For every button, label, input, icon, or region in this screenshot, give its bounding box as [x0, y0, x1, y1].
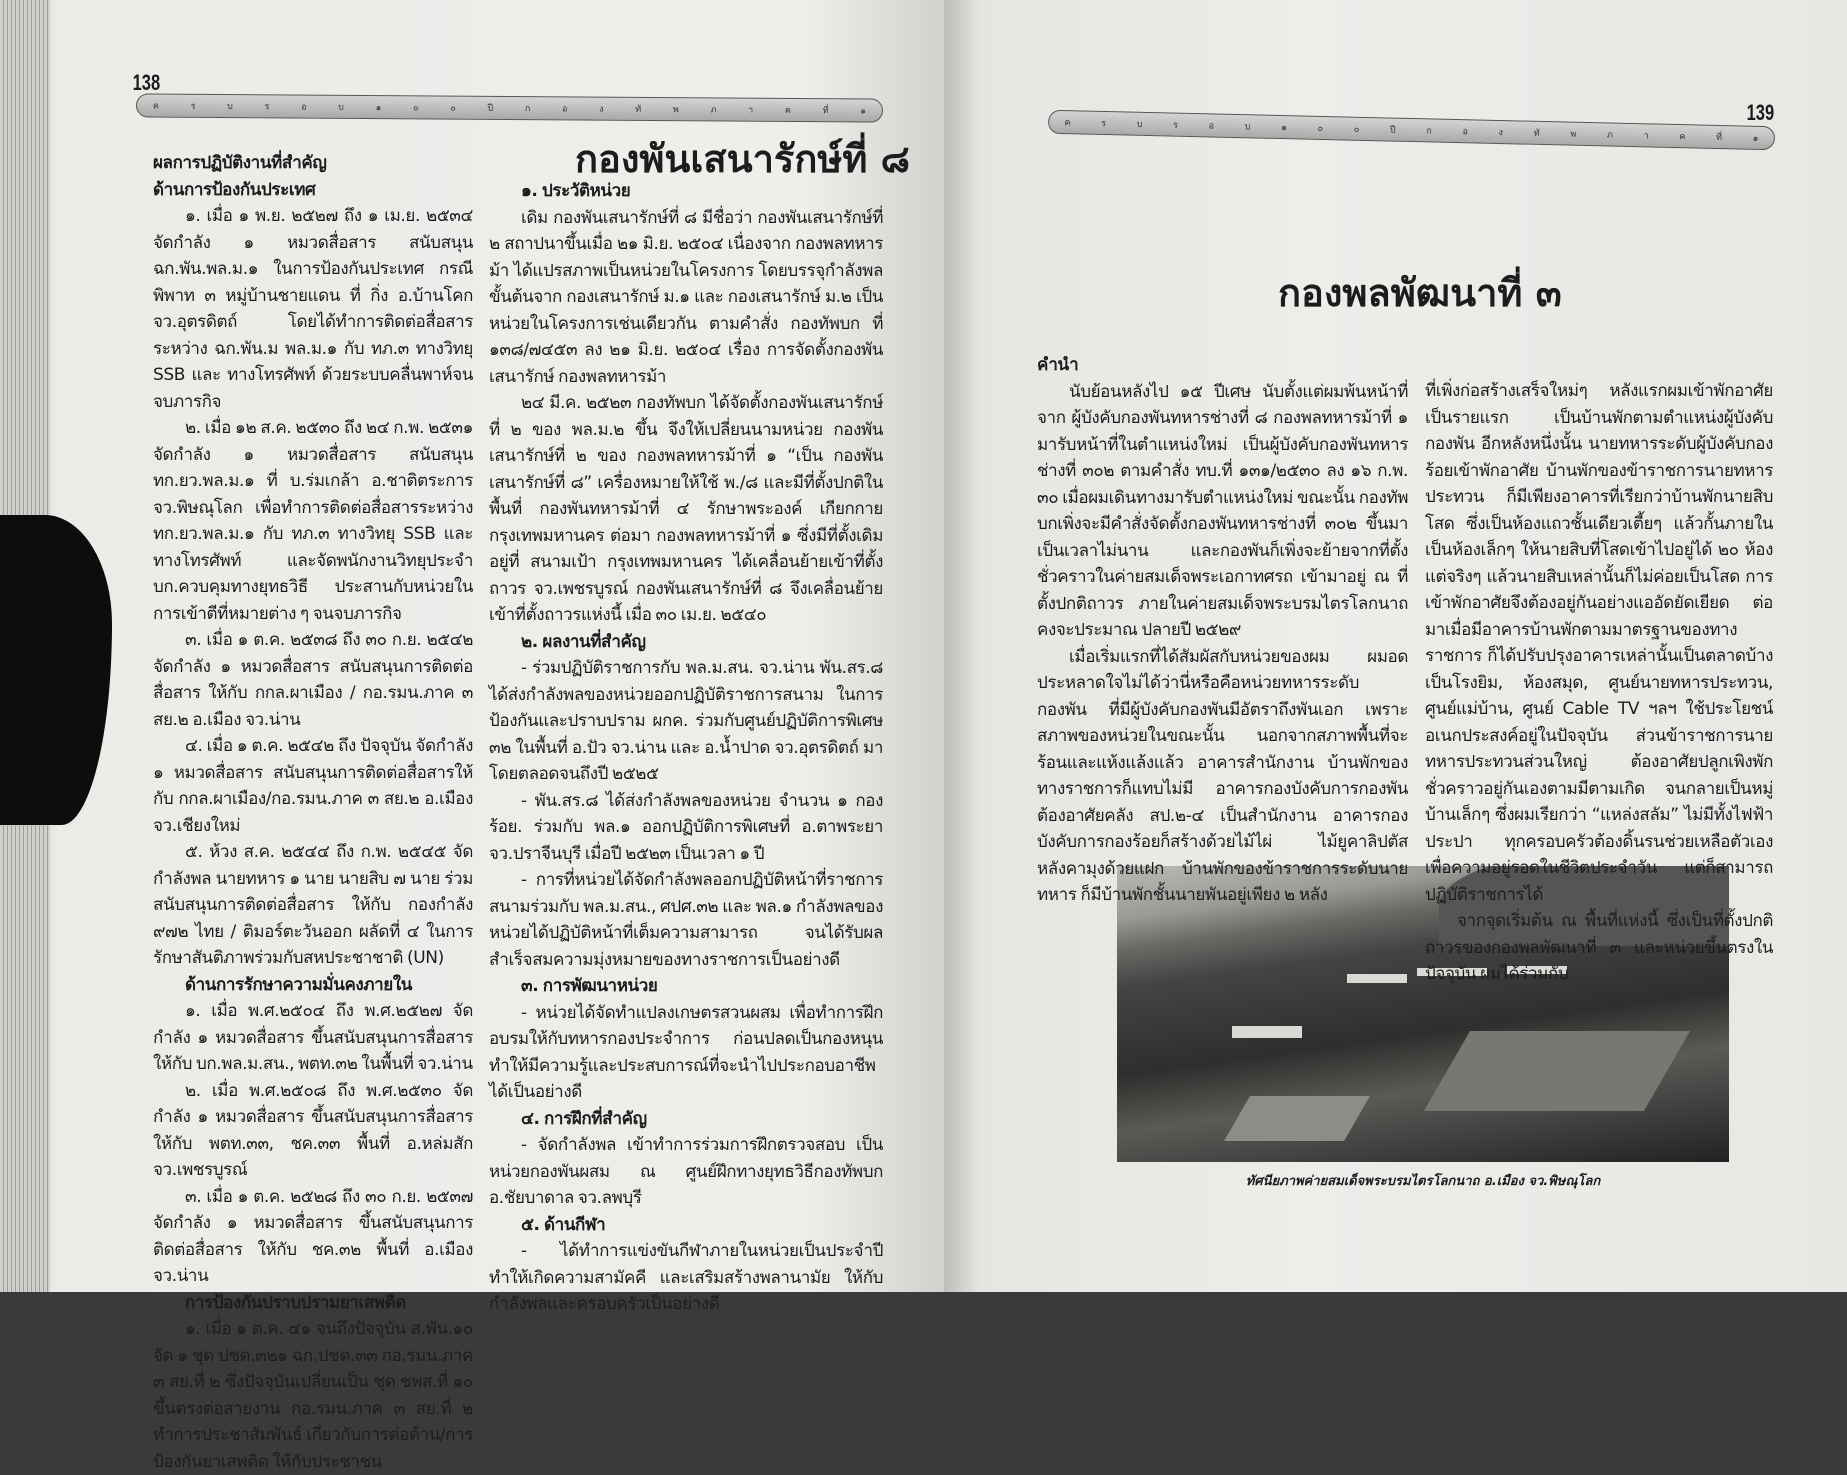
header-band-letter: ภ	[710, 105, 717, 116]
paragraph: ๒. เมื่อ ๑๒ ส.ค. ๒๕๓๐ ถึง ๒๔ ก.พ. ๒๕๓๑ จัดกำลัง ๑ หมวดสื่อสาร สนับสนุน ทก.ยว.พล.ม.๑ ที่ บ.ร่มเกล้า อ.ชาติตระการ จว.พิษณุโลก เพื่อทำการติดต่อสื่อสารระหว่าง ทก.ยว.พล.ม.๑ กับ ทภ.๓ ทางวิทยุ SSB และทางโทรศัพท์ และจัดพนักงานวิทยุประจำ บก.ควบคุมทางยุทธวิธี ประสานกับหน่วยในการเข้าตีที่หมายต่าง ๆ จนจบภารกิจ	[153, 418, 473, 624]
header-band-letter: ๐	[1353, 124, 1360, 135]
header-band-letter: ๑	[860, 106, 867, 117]
header-band-letter: ร	[190, 101, 196, 112]
section-heading: ๔. การฝึกที่สำคัญ	[521, 1108, 647, 1129]
paragraph: เดิม กองพันเสนารักษ์ที่ ๘ มีชื่อว่า กองพันเสนารักษ์ที่ ๒ สถาปนาขึ้นเมื่อ ๒๑ มิ.ย. ๒๕๐๔ เนื่องจาก กองพลทหารม้า ได้แปรสภาพเป็นหน่วยในโครงการ โดยบรรจุกำลังพลขั้นต้นจาก กองเสนารักษ์ ม.๑ และ กองเสนารักษ์ ม.๒ เป็นหน่วยในโครงการเช่นเดียวกัน ตามคำสั่ง กองทัพบก ที่ ๑๓๘/๗๔๕๓ ลง ๒๑ มิ.ย. ๒๕๐๔ เรื่อง การจัดตั้งกองพันเสนารักษ์ กองพลทหารม้า	[489, 207, 883, 387]
paragraph: - หน่วยได้จัดทำแปลงเกษตรสวนผสม เพื่อทำการฝึกอบรมให้กับทหารกองประจำการ ก่อนปลดเป็นกองหนุน ทำให้มีความรู้และประสบการณ์ที่จะนำไปประกอบอาชีพได้เป็นอย่างดี	[489, 1002, 883, 1102]
header-band-letter: บ	[338, 102, 344, 113]
header-band-letter: บ	[1136, 119, 1143, 130]
paragraph: - ได้ทำการแข่งขันกีฬาภายในหน่วยเป็นประจำปี ทำให้เกิดความสามัคคี และเสริมสร้างพลานามัย ให้กับกำลังพลและครอบครัวเป็นอย่างดี	[489, 1241, 883, 1314]
header-band-letter: อ	[1208, 121, 1215, 132]
header-band-letter: ค	[152, 101, 159, 112]
header-band-letter: ภ	[1606, 130, 1614, 141]
section-heading: ๓. การพัฒนาหน่วย	[521, 976, 658, 996]
right-column-1	[1037, 352, 1408, 909]
header-band-letter: ร	[264, 102, 270, 113]
header-band-letter: อ	[1462, 127, 1469, 138]
page-number-right: 139	[1746, 100, 1775, 125]
header-band-letter: า	[748, 105, 754, 116]
section-heading: ด้านการป้องกันประเทศ	[153, 179, 316, 200]
header-band-letter: ทั	[1533, 128, 1540, 139]
paragraph: เมื่อเริ่มแรกที่ได้สัมผัสกับหน่วยของผม ผมอดประหลาดใจไม่ได้ว่านี่หรือคือหน่วยทหารระดับกองพัน ที่มีผู้บังคับกองพันมีอัตราถึงพันเอก เพราะสภาพของหน่วยในขณะนั้น นอกจากสภาพพื้นที่จะร้อนและแห้งแล้งแล้ว อาคารสำนักงาน บ้านพักของทางราชการก็แทบไม่มี อาคารกองบังคับการกองพันต้องอาศัยคลัง สป.๒-๔ เป็นสำนักงาน อาคารกองบังคับการกองร้อยก็สร้างด้วยไม้ไผ่ ไม้ยูคาลิปตัส หลังคามุงด้วยแฝก บ้านพักของข้าราชการระดับนายทหาร ก็มีบ้านพักชั้นนายพันอยู่เพียง ๒ หลัง	[1037, 646, 1408, 905]
header-band-letter: ร	[1172, 120, 1179, 131]
header-band-letter: ๐	[413, 103, 419, 114]
header-band-letter: ๑	[1752, 133, 1759, 144]
header-band-letter: ๑	[1281, 123, 1287, 134]
paragraph: ๒๔ มี.ค. ๒๕๒๓ กองทัพบก ได้จัดตั้งกองพันเสนารักษ์ที่ ๒ ของ พล.ม.๒ ขึ้น จึงให้เปลี่ยนนามหน่วย กองพันเสนารักษ์ที่ ๒ ของ กองพลทหารม้าที่ ๑ “เป็น กองพันเสนารักษ์ที่ ๘” เครื่องหมายให้ใช้ พ./๘ และมีที่ตั้งปกติในพื้นที่ กองพันทหารม้าที่ ๔ รักษาพระองค์ เกียกกาย กรุงเทพมหานคร ต่อมา กองพลทหารม้าที่ ๑ ซึ่งมีที่ตั้งเดิมอยู่ที่ สนามเป้า กรุงเทพมหานคร ได้เคลื่อนย้ายเข้าที่ตั้งถาวร จว.เพชรบูรณ์ กองพันเสนารักษ์ที่ ๘ จึงเคลื่อนย้ายเข้าที่ตั้งถาวรแห่งนี้ เมื่อ ๓๐ เม.ย. ๒๕๔๐	[489, 393, 883, 625]
paragraph: ๓. เมื่อ ๑ ต.ค. ๒๕๒๘ ถึง ๓๐ ก.ย. ๒๕๓๗ จัดกำลัง ๑ หมวดสื่อสาร ขึ้นสนับสนุนการติดต่อสื่อสาร ให้กับ ชค.๓๒ พื้นที่ อ.เมือง จว.น่าน	[153, 1186, 473, 1286]
header-band-letter: ร	[1101, 118, 1107, 130]
header-band-letter: ทั	[635, 104, 642, 115]
paragraph: นับย้อนหลังไป ๑๕ ปีเศษ นับตั้งแต่ผมพ้นหน้าที่จาก ผู้บังคับกองพันทหารช่างที่ ๘ กองพลทหารม้าที่ ๑ มารับหน้าที่ในตำแหน่งใหม่ เป็นผู้บังคับกองพันทหารช่างที่ ๓๐๒ ตามคำสั่ง ทบ.ที่ ๑๓๑/๒๕๓๐ ลง ๑๖ ก.พ. ๓๐ เมื่อผมเดินทางมารับตำแหน่งใหม่ ขณะนั้น กองทัพบกเพิ่งจะมีคำสั่งจัดตั้งกองพันทหารช่างที่ ๓๐๒ ขึ้นมาเป็นเวลาไม่นาน และกองพันก็เพิ่งจะย้ายจากที่ตั้งชั่วคราวในค่ายสมเด็จพระเอกาทศรถ เข้ามาอยู่ ณ ที่ตั้งปกติถาวร ภายในค่ายสมเด็จพระบรมไตรโลกนาถ คงจะประมาณ ปลายปี ๒๕๒๙	[1037, 381, 1408, 640]
paragraph: ๑. เมื่อ ๑ พ.ย. ๒๕๒๗ ถึง ๑ เม.ย. ๒๕๓๔ จัดกำลัง ๑ หมวดสื่อสาร สนับสนุน ฉก.พัน.พล.ม.๑ ในการป้องกันประเทศ กรณีพิพาท ๓ หมู่บ้านชายแดน ที่ กิ่ง อ.บ้านโคก จว.อุตรดิตถ์ โดยได้ทำการติดต่อสื่อสาร ระหว่าง ฉก.พัน.ม พล.ม.๑ กับ ทภ.๓ ทางวิทยุ SSB และ ทางโทรศัพท์ ด้วยระบบคลื่นพาห์จนจบภารกิจ	[153, 206, 473, 412]
paragraph: - จัดกำลังพล เข้าทำการร่วมการฝึกตรวจสอบ เป็นหน่วยกองพันผสม ณ ศูนย์ฝึกทางยุทธวิธีกองทัพบก อ.ชัยบาดาล จว.ลพบุรี	[489, 1135, 883, 1208]
photo-caption: ทัศนียภาพค่ายสมเด็จพระบรมไตรโลกนาถ อ.เมือง จว.พิษณุโลก	[1245, 1174, 1601, 1189]
paragraph: ๑. เมื่อ พ.ศ.๒๕๐๔ ถึง พ.ศ.๒๕๒๗ จัดกำลัง ๑ หมวดสื่อสาร ขึ้นสนับสนุนการสื่อสารให้กับ บก.พล.ม.สน., พตท.๓๒ ในพื้นที่ จว.น่าน	[153, 1001, 473, 1074]
header-band-letter: ๑	[375, 103, 382, 114]
section-title-left: กองพันเสนารักษ์ที่ ๘	[575, 137, 910, 181]
header-band-letter: ค	[784, 105, 791, 116]
section-heading: คำนำ	[1037, 355, 1079, 375]
section-heading: ด้านการรักษาความมั่นคงภายใน	[185, 974, 412, 995]
paragraph: ที่เพิ่งก่อสร้างเสร็จใหม่ๆ หลังแรกผมเข้าพักอาศัยเป็นรายแรก เป็นบ้านพักตามตำแหน่งผู้บังคับกองพัน อีกหลังหนึ่งนั้น นายทหารระดับผู้บังคับกองร้อยเข้าพักอาศัย บ้านพักของข้าราชการนายทหารประทวน ก็มีเพียงอาคารที่เรียกว่าบ้านพักนายสิบโสด ซึ่งเป็นห้องแถวชั้นเดียวเตี้ยๆ แล้วกั้นภายในเป็นห้องเล็กๆ ให้นายสิบที่โสดเข้าไปอยู่ได้ ๒๐ ห้อง แต่จริงๆ แล้วนายสิบเหล่านั้นก็ไม่ค่อยเป็นโสด การเข้าพักอาศัยจึงต้องอยู่กันอย่างแออัดยัดเยียด ต่อมาเมื่อมีอาคารบ้านพักตามมาตรฐานของทางราชการ ก็ได้ปรับปรุงอาคารเหล่านั้นเป็นตลาดบ้าง เป็นโรงยิม, ห้องสมุด, ศูนย์นายทหารประทวน, ศูนย์แม่บ้าน, ศูนย์ Cable TV ฯลฯ ใช้ประโยชน์อเนกประสงค์อยู่ในปัจจุบัน ส่วนข้าราชการนายทหารประทวนส่วนใหญ่ ต้องอาศัยปลูกเพิงพักชั่วคราวอยู่กันเองตามมีตามเกิด จนกลายเป็นหมู่บ้านเล็กๆ ซึ่งผมเรียกว่า “แหล่งสลัม” ไม่มีทั้งไฟฟ้า ประปา ทุกครอบครัวต้องดิ้นรนช่วยเหลือตัวเอง เพื่อความอยู่รอดในชีวิตประจำวัน แต่ก็สามารถปฏิบัติราชการได้	[1425, 381, 1773, 905]
header-band-letter: ที่	[822, 106, 829, 117]
header-band-letter: ก	[1426, 126, 1432, 137]
header-band-letter: ที่	[1715, 132, 1723, 144]
right-column-2	[1425, 378, 1773, 988]
paragraph: ๒. เมื่อ พ.ศ.๒๕๐๘ ถึง พ.ศ.๒๕๓๐ จัดกำลัง ๑ หมวดสื่อสาร ขึ้นสนับสนุนการสื่อสารให้กับ พตท.๓๓, ชค.๓๓ พื้นที่ อ.หล่มสัก จว.เพชรบูรณ์	[153, 1080, 473, 1180]
page-number-left: 138	[132, 70, 161, 95]
header-band-letter: ๐	[450, 103, 456, 114]
header-band-letter: ปี	[487, 103, 494, 114]
header-band-letter: ๐	[1317, 123, 1324, 134]
header-band-letter: บ	[227, 102, 233, 113]
header-band-letter: ปี	[1389, 125, 1396, 136]
paragraph: - พัน.สร.๘ ได้ส่งกำลังพลของหน่วย จำนวน ๑ กองร้อย. ร่วมกับ พล.๑ ออกปฏิบัติการพิเศษที่ อ.ตาพระยา จว.ปราจีนบุรี เมื่อปี ๒๕๒๓ เป็นเวลา ๑ ปี	[489, 790, 883, 864]
left-column-2	[489, 178, 883, 1318]
header-band-letter: ค	[1679, 132, 1686, 143]
header-band-letter: า	[1643, 131, 1649, 142]
paragraph: ๔. เมื่อ ๑ ต.ค. ๒๕๔๒ ถึง ปัจจุบัน จัดกำลัง ๑ หมวดสื่อสาร สนับสนุนการติดต่อสื่อสารให้กับ กกล.ผาเมือง/กอ.รมน.ภาค ๓ สย.๒ อ.เมือง จว.เชียงใหม่	[153, 736, 473, 836]
section-heading: ๕. ด้านกีฬา	[521, 1214, 606, 1235]
paragraph: - การที่หน่วยได้จัดกำลังพลออกปฏิบัติหน้าที่ราชการสนามร่วมกับ พล.ม.สน., ศปศ.๓๒ และ พล.๑ กำลังพลของหน่วยได้ปฏิบัติหน้าที่เต็มความสามารถ จนได้รับผลสำเร็จสมความมุ่งหมายของทางราชการเป็นอย่างดี	[489, 870, 883, 970]
paragraph: ๕. ห้วง ส.ค. ๒๕๔๔ ถึง ก.พ. ๒๕๔๕ จัดกำลังพล นายทหาร ๑ นาย นายสิบ ๗ นาย ร่วมสนับสนุนการติดต่อสื่อสาร ให้กับ กองกำลัง ๙๗๒ ไทย / ติมอร์ตะวันออก ผลัดที่ ๔ ในการรักษาสันติภาพร่วมกับสหประชาชาติ (UN)	[153, 842, 473, 968]
section-heading: การป้องกันปราบปรามยาเสพติด	[185, 1292, 406, 1313]
section-heading: ๒. ผลงานที่สำคัญ	[521, 631, 646, 652]
header-band-letter: อ	[301, 102, 307, 113]
header-band-letter: ก	[524, 104, 531, 115]
header-band-letter: อ	[561, 104, 568, 115]
section-title-right: กองพลพัฒนาที่ ๓	[1278, 271, 1562, 315]
left-column-1	[153, 150, 473, 1475]
section-heading: ผลการปฏิบัติงานที่สำคัญ	[153, 153, 327, 173]
section-heading: ๑. ประวัติหน่วย	[521, 181, 631, 201]
paragraph: - ร่วมปฏิบัติราชการกับ พล.ม.สน. จว.น่าน พัน.สร.๘ ได้ส่งกำลังพลของหน่วยออกปฏิบัติราชการสนาม ในการป้องกันและปราบปราม ผกค. ร่วมกับศูนย์ปฏิบัติการพิเศษ ๓๒ ในพื้นที่ อ.ปัว จว.น่าน และ อ.น้ำปาด จว.อุตรดิตถ์ มาโดยตลอดจนถึงปี ๒๕๒๕	[489, 658, 883, 784]
header-band-letter: พ	[672, 105, 679, 116]
header-band-letter: ง	[599, 104, 604, 115]
header-band-letter: ง	[1498, 127, 1504, 139]
paragraph: ๓. เมื่อ ๑ ต.ค. ๒๕๓๘ ถึง ๓๐ ก.ย. ๒๕๔๒ จัดกำลัง ๑ หมวดสื่อสาร สนับสนุนการติดต่อสื่อสาร ให้กับ กกล.ผาเมือง / กอ.รมน.ภาค ๓ สย.๒ อ.เมือง จว.น่าน	[153, 630, 473, 730]
header-band-letter: พ	[1570, 129, 1577, 140]
paragraph: จากจุดเริ่มต้น ณ พื้นที่แห่งนี้ ซึ่งเป็นที่ตั้งปกติถาวรของกองพลพัฒนาที่ ๓ และหน่วยขึ้นตรงในปัจจุบัน ผมได้ร่วมกับ	[1425, 911, 1773, 984]
header-band-letter: ค	[1064, 118, 1071, 129]
paragraph: ๑. เมื่อ ๑ ต.ค. ๔๑ จนถึงปัจจุบัน ส.พัน.๑๐ จัด ๑ ชุด ปชด.๓๒๑ ฉก.ปชด.๓๓ กอ.รมน.ภาค ๓ สย.ที่ ๒ ซึ่งปัจจุบันเปลี่ยนเป็น ชุด ชพส.ที่ ๑๐ ขึ้นตรงต่อสายงาน กอ.รมน.ภาค ๓ สย.ที่ ๒ ทำการประชาสัมพันธ์ เกี่ยวกับการต่อต้าน/การป้องกันยาเสพติด ให้กับประชาชน	[153, 1319, 473, 1472]
header-band-letter: บ	[1244, 122, 1251, 133]
